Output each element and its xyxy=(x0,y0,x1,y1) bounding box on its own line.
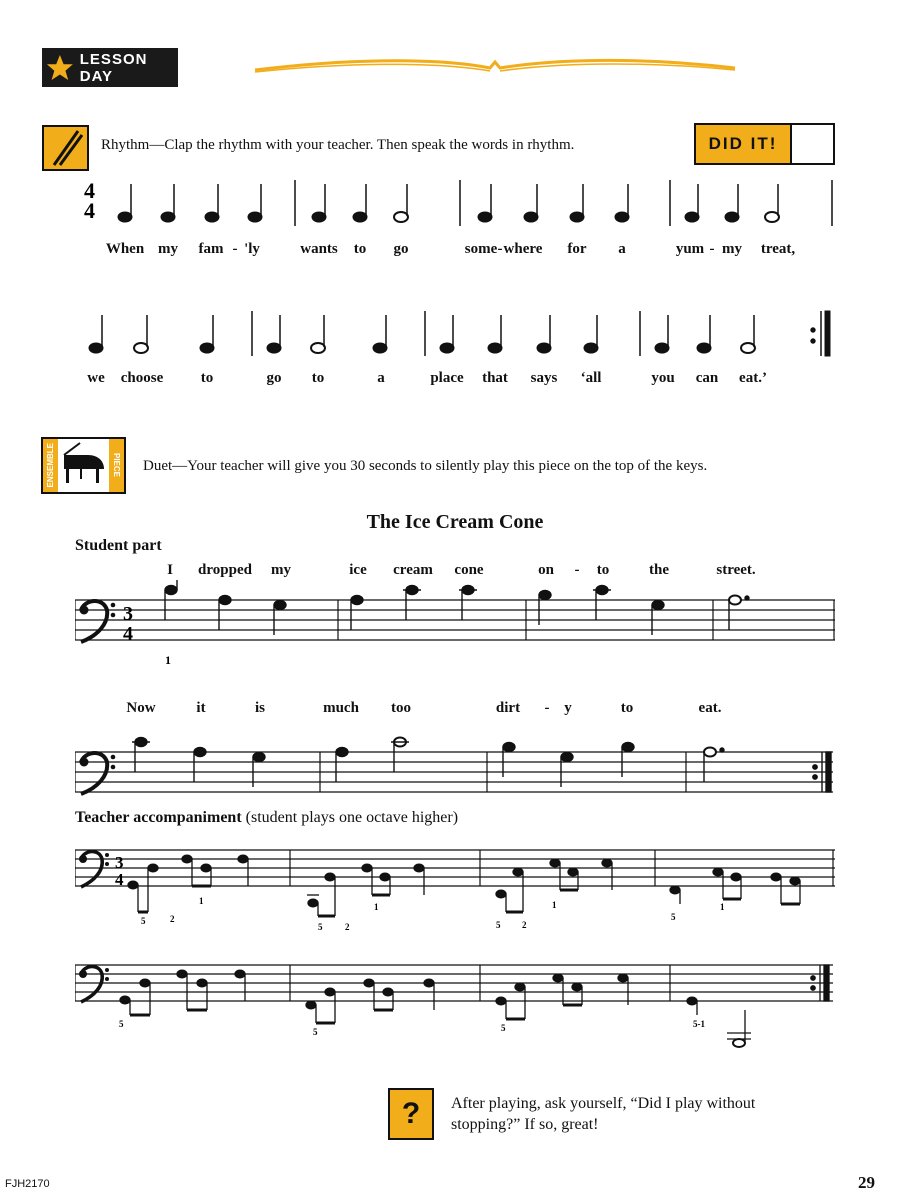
lyric-word: 'ly xyxy=(244,241,260,257)
svg-text:5-1: 5-1 xyxy=(693,1019,705,1029)
lyric-word: cream xyxy=(393,562,433,578)
svg-text:3: 3 xyxy=(123,603,133,625)
quarter-note xyxy=(584,315,598,353)
lyric-word: Now xyxy=(126,700,156,716)
quarter-note xyxy=(725,184,739,222)
svg-text:4: 4 xyxy=(115,870,124,889)
ensemble-piece-icon xyxy=(41,437,126,494)
note xyxy=(351,596,363,631)
quarter-note xyxy=(353,184,367,222)
lyric-word: to xyxy=(353,241,367,257)
lesson-day-badge xyxy=(42,48,178,87)
lyric-word: the xyxy=(649,562,669,578)
quarter-note xyxy=(205,184,219,222)
bass-clef xyxy=(79,966,109,1002)
svg-text:1: 1 xyxy=(199,896,204,906)
svg-text:1: 1 xyxy=(165,653,171,667)
quarter-note xyxy=(373,315,387,353)
note xyxy=(403,586,421,621)
lyric-word: a xyxy=(618,241,626,257)
lyric-word: can xyxy=(695,370,719,386)
lyric-word: y xyxy=(564,700,572,716)
half-note xyxy=(741,315,755,353)
lyric-word: ‘all xyxy=(580,370,602,386)
svg-text:5: 5 xyxy=(313,1027,318,1037)
lyric-word: is xyxy=(254,700,266,716)
note xyxy=(132,738,150,773)
lyric-word: some xyxy=(464,241,498,257)
half-note xyxy=(765,184,779,222)
lyric-word: go xyxy=(393,241,409,257)
lyric-word: eat.’ xyxy=(739,370,767,386)
svg-text:5: 5 xyxy=(501,1023,506,1033)
lyric-word: I xyxy=(167,562,173,578)
lyric-word: my xyxy=(271,562,291,578)
lyric-word: place xyxy=(430,370,464,386)
svg-text:4: 4 xyxy=(84,178,95,203)
grand-piano-icon xyxy=(58,439,109,492)
quarter-note xyxy=(200,315,214,353)
teacher-staff-1 xyxy=(75,840,837,930)
lyric-word: that xyxy=(482,370,508,386)
did-it-label: DID IT! xyxy=(696,125,792,163)
lyric-word: When xyxy=(105,241,145,257)
quarter-note xyxy=(697,315,711,353)
lyric-word: a xyxy=(377,370,385,386)
dotted-half-note xyxy=(729,596,749,631)
quarter-note xyxy=(685,184,699,222)
duet-instruction: Duet—Your teacher will give you 30 seconds to silently play this piece on the top of the keys. xyxy=(143,458,708,474)
quarter-note xyxy=(537,315,551,353)
quarter-note xyxy=(440,315,454,353)
lyric-hyphen: - xyxy=(709,241,715,257)
svg-text:4: 4 xyxy=(123,623,133,645)
svg-text:2: 2 xyxy=(522,920,527,930)
teacher-note: (student plays one octave higher) xyxy=(245,809,459,826)
svg-text:4: 4 xyxy=(84,198,95,223)
student-staff-2 xyxy=(75,722,837,817)
note xyxy=(593,586,611,621)
did-it-checkbox[interactable] xyxy=(694,123,835,165)
footer-code: FJH2170 xyxy=(5,1178,50,1190)
bass-clef xyxy=(80,601,116,642)
svg-text:2: 2 xyxy=(345,922,350,930)
half-note xyxy=(311,315,325,353)
lyric-word: wants xyxy=(300,241,338,257)
lyric-word: yum xyxy=(675,241,705,257)
quarter-note xyxy=(615,184,629,222)
lyric-word: where xyxy=(503,241,543,257)
quarter-note xyxy=(655,315,669,353)
teacher-label: Teacher accompaniment xyxy=(75,809,242,826)
quarter-note xyxy=(312,184,326,222)
note xyxy=(194,748,206,783)
lyric-hyphen: - xyxy=(232,241,238,257)
svg-text:1: 1 xyxy=(720,902,725,912)
page-number: 29 xyxy=(858,1173,875,1192)
svg-text:2: 2 xyxy=(170,914,175,924)
lyric-word: street. xyxy=(716,562,756,578)
svg-text:1: 1 xyxy=(374,902,379,912)
lyric-word: much xyxy=(323,700,359,716)
lyric-word: it xyxy=(196,700,206,716)
lyric-word: to xyxy=(620,700,634,716)
quarter-note xyxy=(161,184,175,222)
note xyxy=(336,748,348,783)
quarter-note xyxy=(478,184,492,222)
lyric-word: my xyxy=(722,241,742,257)
lyric-word: eat. xyxy=(698,700,722,716)
lyric-word: for xyxy=(567,241,587,257)
lyric-word: too xyxy=(391,700,411,716)
lyric-hyphen: - xyxy=(574,562,580,578)
piece-title: The Ice Cream Cone xyxy=(366,511,544,533)
piece-label: PIECE xyxy=(112,453,121,478)
quarter-note xyxy=(524,184,538,222)
svg-text:5: 5 xyxy=(119,1019,124,1029)
half-note xyxy=(134,315,148,353)
quarter-note xyxy=(89,315,103,353)
svg-text:5: 5 xyxy=(496,920,501,930)
svg-text:5: 5 xyxy=(671,912,676,922)
lyric-word: to xyxy=(596,562,610,578)
bass-clef xyxy=(80,753,116,794)
lyric-word: dirt xyxy=(495,700,521,716)
svg-text:5: 5 xyxy=(141,916,146,926)
lesson-day-label: LESSON DAY xyxy=(79,50,148,85)
teacher-heading xyxy=(75,809,458,827)
question-icon: ? xyxy=(388,1088,434,1140)
bass-clef xyxy=(79,851,109,887)
lyric-word: choose xyxy=(120,370,164,386)
half-note xyxy=(394,184,408,222)
rhythm-line-2 xyxy=(80,308,840,358)
lyric-word: fam xyxy=(198,241,224,257)
ensemble-label: ENSEMBLE xyxy=(46,443,55,488)
repeat-sign xyxy=(811,311,830,356)
lyric-word: you xyxy=(651,370,675,386)
student-part-label: Student part xyxy=(75,537,162,554)
quarter-note xyxy=(570,184,584,222)
quarter-note xyxy=(118,184,132,222)
lyric-word: dropped xyxy=(198,562,252,578)
rhythm-sticks-icon xyxy=(42,125,89,171)
svg-text:1: 1 xyxy=(552,900,557,910)
half-note xyxy=(391,738,409,773)
lyric-word: treat, xyxy=(760,241,796,257)
rhythm-line-1 xyxy=(80,178,840,228)
note xyxy=(219,596,231,631)
lyric-hyphen: - xyxy=(544,700,550,716)
dotted-half-note xyxy=(704,748,724,783)
lyric-word: to xyxy=(311,370,325,386)
quarter-note xyxy=(248,184,262,222)
svg-text:5: 5 xyxy=(318,922,323,930)
lyric-word: we xyxy=(87,370,105,386)
tip-text xyxy=(451,1093,755,1135)
quarter-note xyxy=(267,315,281,353)
lyric-word: cone xyxy=(454,562,484,578)
lyric-word: ice xyxy=(349,562,367,578)
tip-text-line-1: After playing, ask yourself, “Did I play without xyxy=(451,1095,756,1112)
lyric-word: says xyxy=(530,370,558,386)
tip-text-line-2: stopping?” If so, great! xyxy=(451,1116,599,1133)
note xyxy=(459,586,477,621)
student-staff-1 xyxy=(75,580,837,672)
lyric-word: my xyxy=(158,241,178,257)
lyric-word: to xyxy=(200,370,214,386)
did-it-check-box[interactable] xyxy=(792,125,833,163)
decorative-flourish xyxy=(250,52,740,80)
star-icon xyxy=(46,53,74,83)
svg-text:3: 3 xyxy=(115,853,124,872)
quarter-note xyxy=(488,315,502,353)
rhythm-instruction: Rhythm—Clap the rhythm with your teacher. Then speak the words in rhythm. xyxy=(101,137,575,153)
teacher-staff-2 xyxy=(75,955,837,1050)
lyric-word: on xyxy=(538,562,554,578)
lyric-hyphen: - xyxy=(497,241,503,257)
lyric-word: go xyxy=(266,370,282,386)
